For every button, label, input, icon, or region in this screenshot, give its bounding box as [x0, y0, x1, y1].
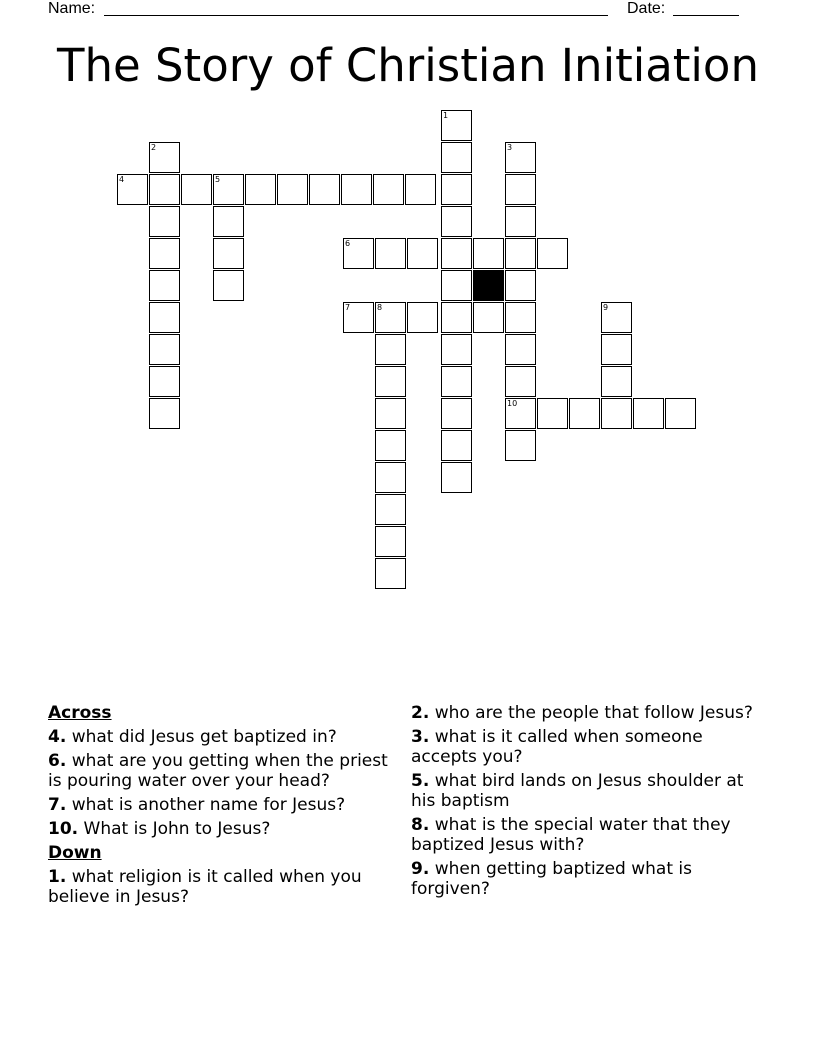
clue-item-number: 8.: [411, 815, 430, 835]
crossword-cell[interactable]: [213, 270, 244, 301]
clue-item-number: 4.: [48, 727, 67, 747]
crossword-cell[interactable]: [473, 302, 504, 333]
crossword-block: [473, 270, 504, 301]
crossword-cell[interactable]: [375, 526, 406, 557]
clue-item-number: 9.: [411, 859, 430, 879]
clue-item: [411, 815, 756, 855]
crossword-cell[interactable]: [375, 398, 406, 429]
clue-item: [48, 727, 393, 747]
crossword-cell[interactable]: [441, 174, 472, 205]
crossword-cell[interactable]: [149, 238, 180, 269]
clue-number-6: 6: [345, 239, 351, 248]
across-clue-list: [48, 727, 393, 839]
crossword-cell[interactable]: [601, 334, 632, 365]
crossword-cell[interactable]: [341, 174, 372, 205]
crossword-cell[interactable]: [505, 238, 536, 269]
clue-item-text: what bird lands on Jesus shoulder at his baptism: [411, 771, 744, 811]
clue-item: [411, 859, 756, 899]
crossword-cell[interactable]: [633, 398, 664, 429]
name-label: Name:: [48, 0, 96, 17]
clue-item: [48, 751, 393, 791]
clues-left-column: [48, 703, 393, 911]
crossword-cell[interactable]: [373, 174, 404, 205]
date-label: Date:: [627, 0, 666, 17]
clue-item-text: what did Jesus get baptized in?: [66, 727, 337, 747]
crossword-cell[interactable]: [441, 206, 472, 237]
crossword-cell[interactable]: [441, 302, 472, 333]
clue-item-text: who are the people that follow Jesus?: [429, 703, 753, 723]
crossword-cell[interactable]: [375, 462, 406, 493]
crossword-cell[interactable]: [441, 366, 472, 397]
clue-item-text: what is it called when someone accepts you?: [411, 727, 703, 767]
crossword-cell[interactable]: [505, 302, 536, 333]
clue-item-text: What is John to Jesus?: [78, 819, 271, 839]
clue-number-10: 10: [507, 399, 518, 408]
crossword-cell[interactable]: [441, 238, 472, 269]
clue-item: [411, 727, 756, 767]
crossword-cell[interactable]: [213, 238, 244, 269]
down-heading: Down: [48, 843, 102, 863]
crossword-cell[interactable]: [375, 238, 406, 269]
crossword-cell[interactable]: [375, 494, 406, 525]
crossword-cell[interactable]: [441, 398, 472, 429]
crossword-cell[interactable]: [505, 334, 536, 365]
clue-item-number: 6.: [48, 751, 67, 771]
crossword-cell[interactable]: [245, 174, 276, 205]
crossword-cell[interactable]: [601, 366, 632, 397]
crossword-cell[interactable]: [277, 174, 308, 205]
crossword-cell[interactable]: [407, 238, 438, 269]
clue-item: [48, 795, 393, 815]
clues-right-column: [411, 703, 756, 903]
clue-number-3: 3: [507, 143, 513, 152]
clue-item-text: when getting baptized what is forgiven?: [411, 859, 692, 899]
down-clue-list-left: [48, 867, 393, 907]
crossword-cell[interactable]: [181, 174, 212, 205]
clue-item-text: what is another name for Jesus?: [66, 795, 346, 815]
crossword-cell[interactable]: [441, 270, 472, 301]
crossword-cell[interactable]: [149, 302, 180, 333]
crossword-cell[interactable]: [375, 334, 406, 365]
crossword-cell[interactable]: [309, 174, 340, 205]
crossword-cell[interactable]: [213, 206, 244, 237]
crossword-cell[interactable]: [505, 430, 536, 461]
crossword-cell[interactable]: [505, 206, 536, 237]
crossword-cell[interactable]: [505, 174, 536, 205]
crossword-cell[interactable]: [407, 302, 438, 333]
crossword-cell[interactable]: [601, 398, 632, 429]
clue-item-number: 10.: [48, 819, 79, 839]
clue-item-number: 7.: [48, 795, 67, 815]
crossword-cell[interactable]: [149, 366, 180, 397]
clue-item: [48, 819, 393, 839]
crossword-cell[interactable]: [441, 142, 472, 173]
clue-item-number: 2.: [411, 703, 430, 723]
crossword-cell[interactable]: [569, 398, 600, 429]
crossword-cell[interactable]: [441, 462, 472, 493]
clue-number-9: 9: [603, 303, 609, 312]
crossword-cell[interactable]: [375, 558, 406, 589]
clue-item-text: what is the special water that they baptized Jesus with?: [411, 815, 731, 855]
clue-number-7: 7: [345, 303, 351, 312]
crossword-cell[interactable]: [505, 366, 536, 397]
crossword-cell[interactable]: [665, 398, 696, 429]
crossword-cell[interactable]: [537, 398, 568, 429]
crossword-cell[interactable]: [537, 238, 568, 269]
clue-item-number: 1.: [48, 867, 67, 887]
clue-item: [411, 771, 756, 811]
crossword-cell[interactable]: [473, 238, 504, 269]
crossword-cell[interactable]: [149, 174, 180, 205]
crossword-cell[interactable]: [441, 334, 472, 365]
clue-number-8: 8: [377, 303, 383, 312]
crossword-cell[interactable]: [405, 174, 436, 205]
clue-number-1: 1: [443, 111, 449, 120]
page-title: The Story of Christian Initiation: [56, 39, 759, 92]
crossword-cell[interactable]: [149, 398, 180, 429]
clue-number-2: 2: [151, 143, 157, 152]
clue-item: [48, 867, 393, 907]
clue-number-4: 4: [119, 175, 125, 184]
clue-item-number: 5.: [411, 771, 430, 791]
crossword-cell[interactable]: [375, 366, 406, 397]
crossword-cell[interactable]: [505, 270, 536, 301]
down-clue-list-right: [411, 703, 756, 899]
clue-item-text: what are you getting when the priest is pouring water over your head?: [48, 751, 388, 791]
across-heading: Across: [48, 703, 112, 723]
crossword-cell[interactable]: [149, 270, 180, 301]
crossword-cell[interactable]: [149, 206, 180, 237]
crossword-cell[interactable]: [149, 334, 180, 365]
crossword-cell[interactable]: [441, 430, 472, 461]
clue-item: [411, 703, 756, 723]
clue-item-number: 3.: [411, 727, 430, 747]
clue-item-text: what religion is it called when you believe in Jesus?: [48, 867, 362, 907]
clue-number-5: 5: [215, 175, 221, 184]
crossword-cell[interactable]: [375, 430, 406, 461]
